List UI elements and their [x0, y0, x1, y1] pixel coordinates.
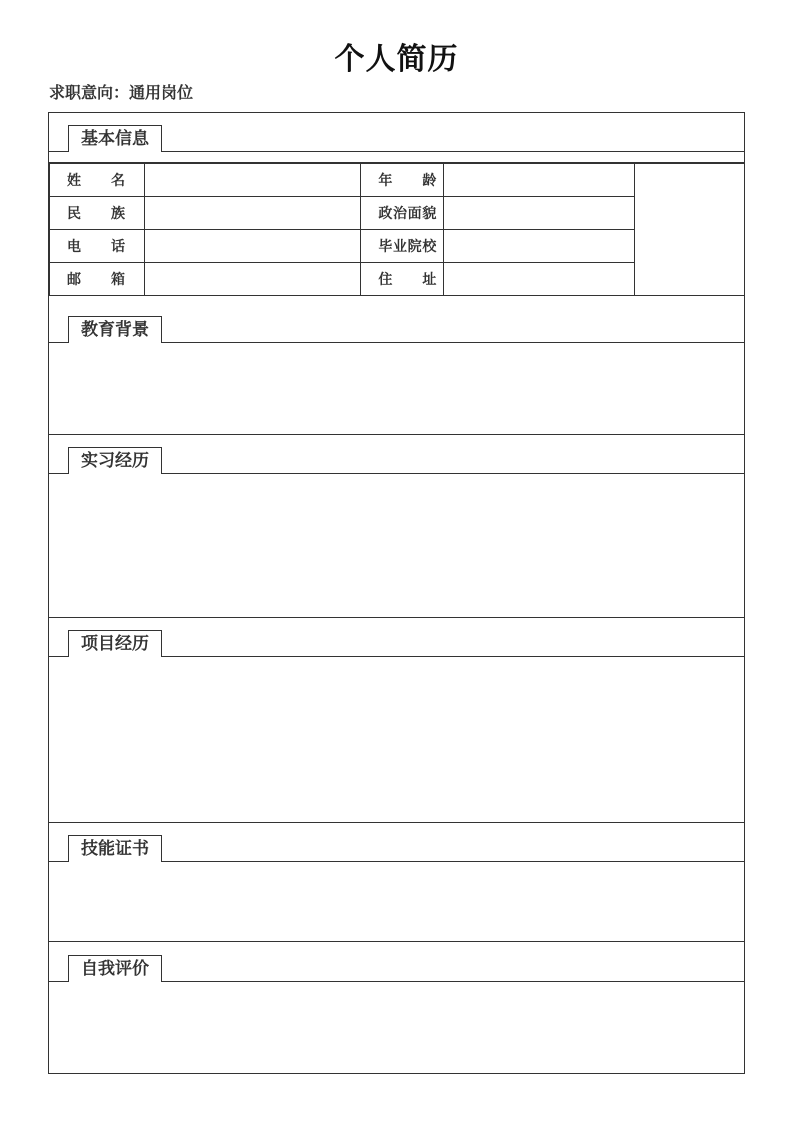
self-evaluation-section [49, 941, 744, 1074]
resume-frame [48, 112, 745, 1074]
phone-label: 电 话 [50, 230, 145, 263]
self-evaluation-content[interactable] [49, 982, 744, 1074]
education-section [49, 302, 744, 434]
address-field[interactable] [444, 263, 634, 296]
school-label: 毕业院校 [361, 230, 444, 263]
name-label: 姓 名 [50, 164, 145, 197]
ethnicity-label: 民 族 [50, 197, 145, 230]
education-heading: 教育背景 [68, 316, 162, 343]
job-intent: 求职意向：通用岗位 [49, 83, 194, 102]
education-content[interactable] [49, 343, 744, 433]
internship-content[interactable] [49, 474, 744, 617]
email-label: 邮 箱 [50, 263, 145, 296]
internship-section [49, 434, 744, 618]
skills-section [49, 822, 744, 942]
project-heading: 项目经历 [68, 630, 162, 657]
basic-info-section [49, 113, 744, 302]
self-evaluation-heading: 自我评价 [68, 955, 162, 982]
age-field[interactable] [444, 164, 634, 197]
political-status-field[interactable] [444, 197, 634, 230]
age-label: 年 龄 [361, 164, 444, 197]
page-title: 个人简历 [334, 42, 459, 77]
political-status-label: 政治面貌 [361, 197, 444, 230]
email-field[interactable] [144, 263, 360, 296]
basic-info-table [49, 163, 744, 296]
name-field[interactable] [144, 164, 360, 197]
basic-info-heading: 基本信息 [68, 125, 162, 152]
project-content[interactable] [49, 657, 744, 822]
ethnicity-field[interactable] [144, 197, 360, 230]
skills-content[interactable] [49, 862, 744, 941]
address-label: 住 址 [361, 263, 444, 296]
school-field[interactable] [444, 230, 634, 263]
photo-box[interactable] [634, 164, 744, 296]
project-section [49, 617, 744, 823]
internship-heading: 实习经历 [68, 447, 162, 474]
skills-heading: 技能证书 [68, 835, 162, 862]
table-row [50, 164, 745, 197]
phone-field[interactable] [144, 230, 360, 263]
